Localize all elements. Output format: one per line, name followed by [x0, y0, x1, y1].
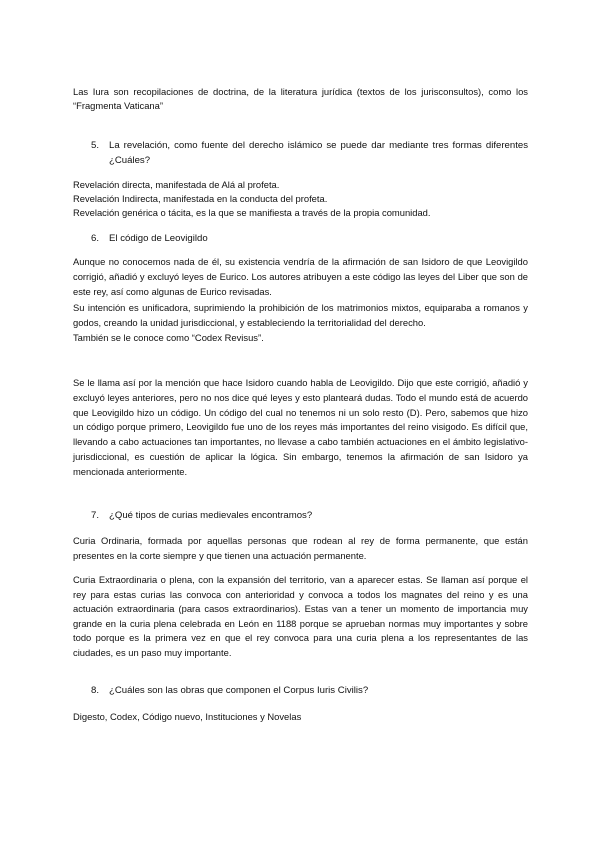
- question-number: 8.: [91, 685, 100, 696]
- question-number: 7.: [91, 510, 100, 521]
- question-6: [91, 231, 528, 246]
- answer-line: Revelación Indirecta, manifestada en la conducta del profeta.: [73, 193, 328, 205]
- question-7: [91, 508, 528, 523]
- intro-paragraph: Las Iura son recopilaciones de doctrina, de la literatura jurídica (textos de los jurisconsultos), como los “Fragmenta Vaticana”: [73, 86, 528, 112]
- answer-8: Digesto, Codex, Código nuevo, Instituciones y Novelas: [73, 711, 302, 722]
- paragraph: Curia Ordinaria, formada por aquellas personas que rodean al rey de forma permanente, que están presentes en la corte siempre y que tienen una actuación permanente.: [73, 535, 528, 561]
- paragraph: Aunque no conocemos nada de él, su existencia vendría de la afirmación de san Isidoro de que Leovigildo corrigió, añadió y excluyó leyes de Eurico. Los autores atribuyen a este código las leyes del Liber que son de este rey, así como algunas de Eurico revisadas.: [73, 256, 528, 298]
- question-text: ¿Cuáles son las obras que componen el Corpus Iuris Civilis?: [109, 685, 369, 696]
- answer-line: Revelación genérica o tácita, es la que se manifiesta a través de la propia comunidad.: [73, 207, 431, 219]
- question-text: La revelación, como fuente del derecho islámico se puede dar mediante tres formas diferentes ¿Cuáles?: [109, 140, 528, 166]
- question-text: El código de Leovigildo: [109, 233, 208, 244]
- answer-5: [73, 178, 528, 221]
- paragraph: Se le llama así por la mención que hace Isidoro cuando habla de Leovigildo. Dijo que este corrigió, añadió y excluyó leyes anteriores, pero no nos dice qué leyes y esto planteará dudas. Todo el mundo está de acuerdo que Leovigildo hizo un código. Un código del cual no tenemos ni un solo resto (D). Pero, sabemos que hizo un código porque primero, Leovigildo fue uno de los reyes más importantes del reino visigodo. Es difícil que, llevando a cabo actuaciones tan importantes, no llevase a cabo también actuaciones en el ámbito legislativo-jurisdiccional, es cuestión de aplicar la lógica. Sin embargo, tenemos la afirmación de san Isidoro ya mencionada anteriormente.: [73, 377, 528, 477]
- question-text: ¿Qué tipos de curias medievales encontramos?: [109, 510, 313, 521]
- paragraph: También se le conoce como “Codex Revisus”.: [73, 332, 264, 344]
- answer-6: [73, 254, 528, 345]
- paragraph: Su intención es unificadora, suprimiendo la prohibición de los matrimonios mixtos, equiparaba a romanos y godos, creando la unidad jurisdiccional, y estableciendo la territorialidad del derecho.: [73, 301, 528, 328]
- question-5: [91, 138, 528, 168]
- question-number: 6.: [91, 233, 100, 244]
- paragraph: Curia Extraordinaria o plena, con la expansión del territorio, van a aparecer estas. Se llaman así porque el rey para estas curias las convoca con anterioridad y convoca a todos los magnates del reino y es una actuación extraordinaria (para casos extraordinarios). Estas van a tener un momento de importancia muy grande en la curia plena celebrada en León en 1188 porque se aprueban normas muy importantes y sobre todo porque es la primera vez en que el rey convoca para una curia plena a los representantes de las ciudades, es un paso muy importante.: [73, 574, 528, 658]
- question-number: 5.: [91, 140, 100, 151]
- answer-line: Revelación directa, manifestada de Alá al profeta.: [73, 179, 280, 190]
- question-8: [91, 683, 528, 698]
